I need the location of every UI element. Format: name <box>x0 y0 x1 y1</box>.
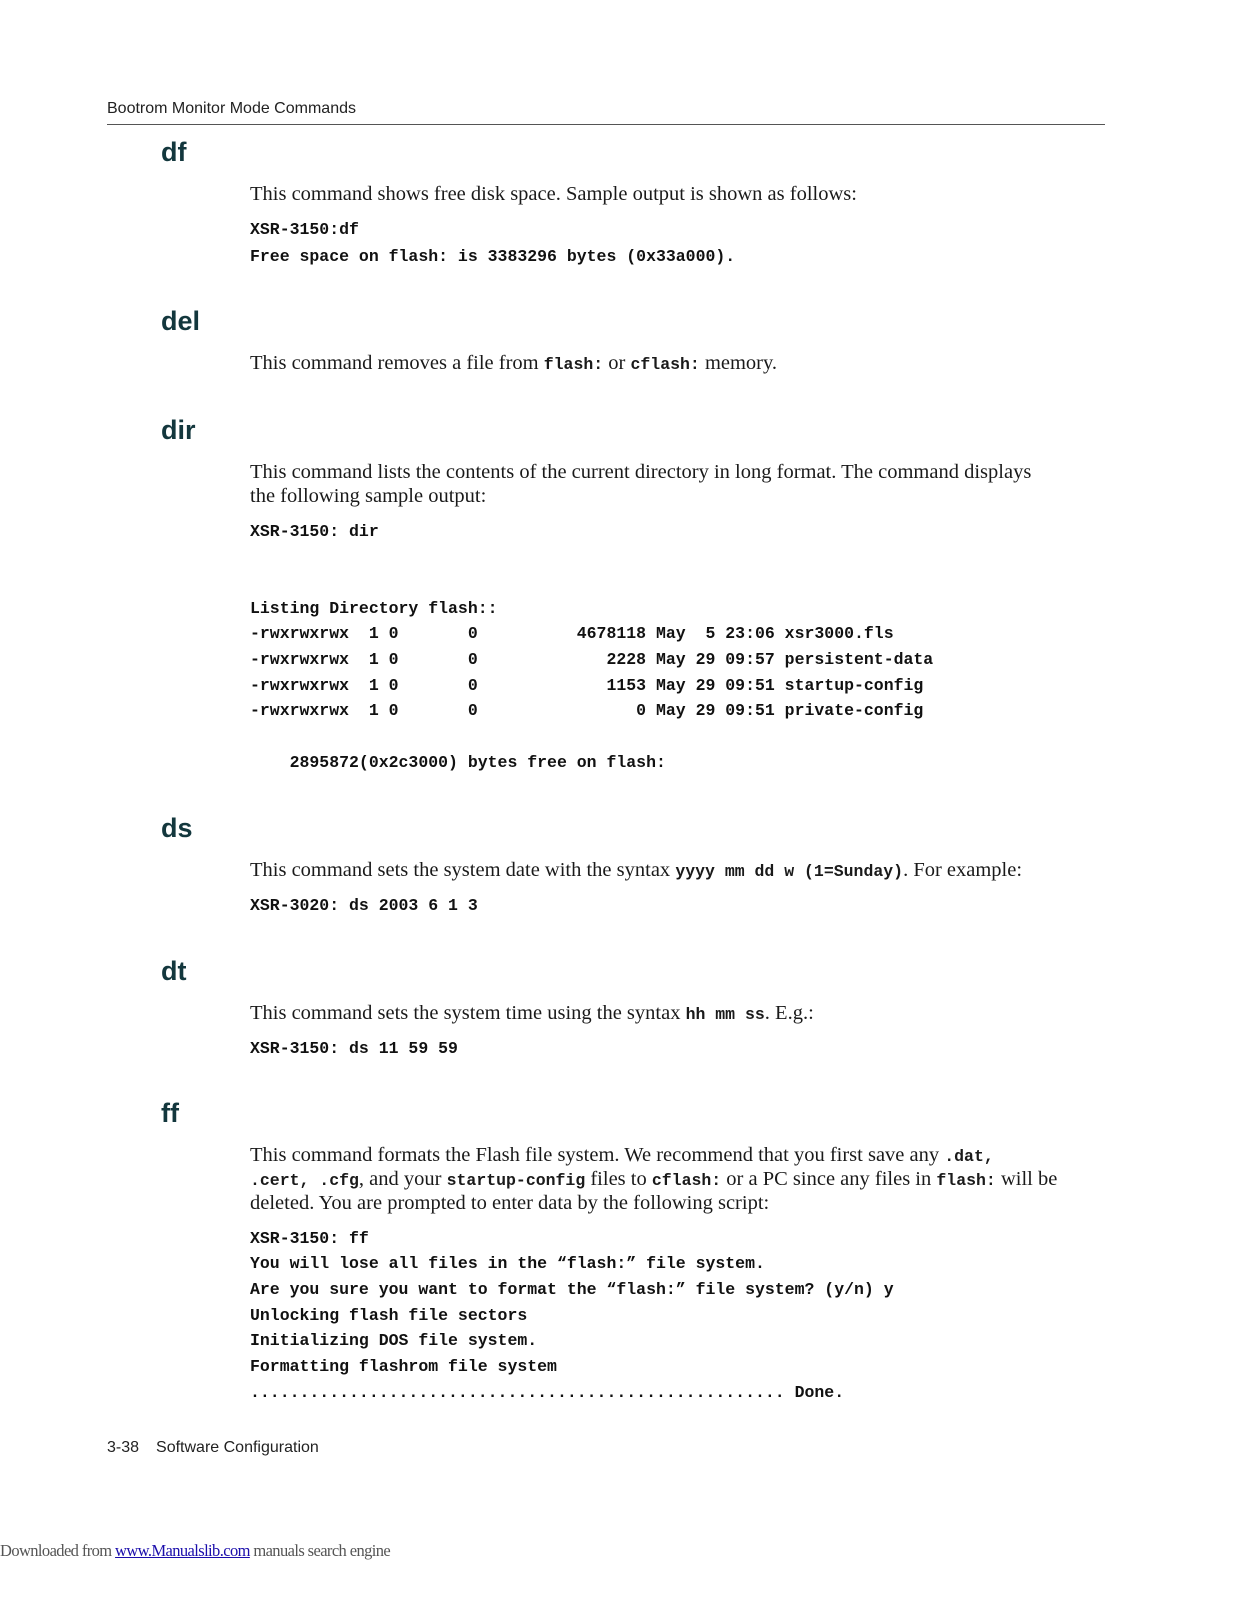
heading-del: del <box>161 306 201 336</box>
ff-script-line: ...................................................... Done. <box>250 1383 845 1402</box>
ff-intro-text: , and your <box>358 1168 447 1190</box>
download-prefix: Downloaded from <box>0 1541 116 1560</box>
download-suffix: manuals search engine <box>249 1541 391 1560</box>
heading-df: df <box>161 137 187 167</box>
df-code-line-2: Free space on flash: is 3383296 bytes (0x33a000). <box>250 247 736 266</box>
ff-script-line: Formatting flashrom file system <box>250 1357 557 1376</box>
ff-intro-line-2 <box>250 1167 1110 1193</box>
del-intro <box>250 351 1110 377</box>
del-code-cflash: cflash: <box>630 355 700 374</box>
page-footer <box>107 1439 319 1457</box>
page-number: 3-38 <box>107 1439 140 1456</box>
del-code-flash: flash: <box>543 355 604 374</box>
ff-code-dat: .dat, <box>944 1147 994 1166</box>
dir-intro-line-1: This command lists the contents of the current directory in long format. The command displays <box>250 461 1032 483</box>
ff-script-line: Are you sure you want to format the “flash:” file system? (y/n) y <box>250 1280 894 1299</box>
ff-code-flash: flash: <box>936 1171 996 1190</box>
ff-script-line: Unlocking flash file sectors <box>250 1306 528 1325</box>
footer-section-title: Software Configuration <box>156 1439 319 1456</box>
ds-syntax: yyyy mm dd w (1=Sunday) <box>675 862 904 881</box>
ff-intro-text: will be <box>995 1168 1058 1190</box>
header-rule <box>107 124 1105 125</box>
del-intro-text: or <box>603 352 631 374</box>
ds-intro-text: This command sets the system date with the syntax <box>250 859 676 881</box>
ff-script-line: XSR-3150: ff <box>250 1229 369 1248</box>
ff-script-line: Initializing DOS file system. <box>250 1331 538 1350</box>
heading-dir: dir <box>161 415 196 445</box>
dt-syntax: hh mm ss <box>685 1005 765 1024</box>
del-intro-text: memory. <box>699 352 778 374</box>
running-header: Bootrom Monitor Mode Commands <box>107 100 356 117</box>
manualslib-link[interactable]: www.Manualslib.com <box>115 1541 250 1560</box>
dir-listing-row: -rwxrwxrwx 1 0 0 4678118 May 5 23:06 xsr3000.fls <box>250 624 894 643</box>
dir-listing-row: -rwxrwxrwx 1 0 0 0 May 29 09:51 private-config <box>250 701 924 720</box>
dt-intro-text: This command sets the system time using the syntax <box>250 1002 686 1024</box>
ff-script-line: You will lose all files in the “flash:” file system. <box>250 1254 765 1273</box>
dt-example: XSR-3150: ds 11 59 59 <box>250 1039 458 1058</box>
ff-code-startup-config: startup-config <box>446 1171 586 1190</box>
df-code-line-1: XSR-3150:df <box>250 220 359 239</box>
ff-intro-text: or a PC since any files in <box>721 1168 937 1190</box>
ff-intro-text: This command formats the Flash file system. We recommend that you first save any <box>250 1144 945 1166</box>
dir-free-space: 2895872(0x2c3000) bytes free on flash: <box>250 753 666 772</box>
dt-intro-text: . E.g.: <box>764 1002 814 1024</box>
ds-intro-text: . For example: <box>903 859 1023 881</box>
download-notice <box>0 1541 390 1561</box>
dir-listing-title: Listing Directory flash:: <box>250 599 498 618</box>
heading-dt: dt <box>161 956 187 986</box>
del-intro-text: This command removes a file from <box>250 352 544 374</box>
dir-command: XSR-3150: dir <box>250 522 379 541</box>
heading-ff: ff <box>161 1098 179 1128</box>
ff-intro-text: files to <box>585 1168 652 1190</box>
ff-code-cflash: cflash: <box>651 1171 722 1190</box>
df-intro: This command shows free disk space. Sample output is shown as follows: <box>250 183 857 205</box>
dir-intro-line-2: the following sample output: <box>250 485 487 507</box>
ff-code-cert-cfg: .cert, .cfg <box>250 1171 359 1190</box>
ds-example: XSR-3020: ds 2003 6 1 3 <box>250 896 478 915</box>
ds-intro <box>250 858 1110 884</box>
dt-intro <box>250 1001 1110 1027</box>
dir-listing-row: -rwxrwxrwx 1 0 0 1153 May 29 09:51 startup-config <box>250 676 924 695</box>
ff-intro-line-1 <box>250 1143 1110 1169</box>
heading-ds: ds <box>161 813 193 843</box>
ff-intro-line-3: deleted. You are prompted to enter data by the following script: <box>250 1192 770 1214</box>
dir-listing-row: -rwxrwxrwx 1 0 0 2228 May 29 09:57 persistent-data <box>250 650 934 669</box>
